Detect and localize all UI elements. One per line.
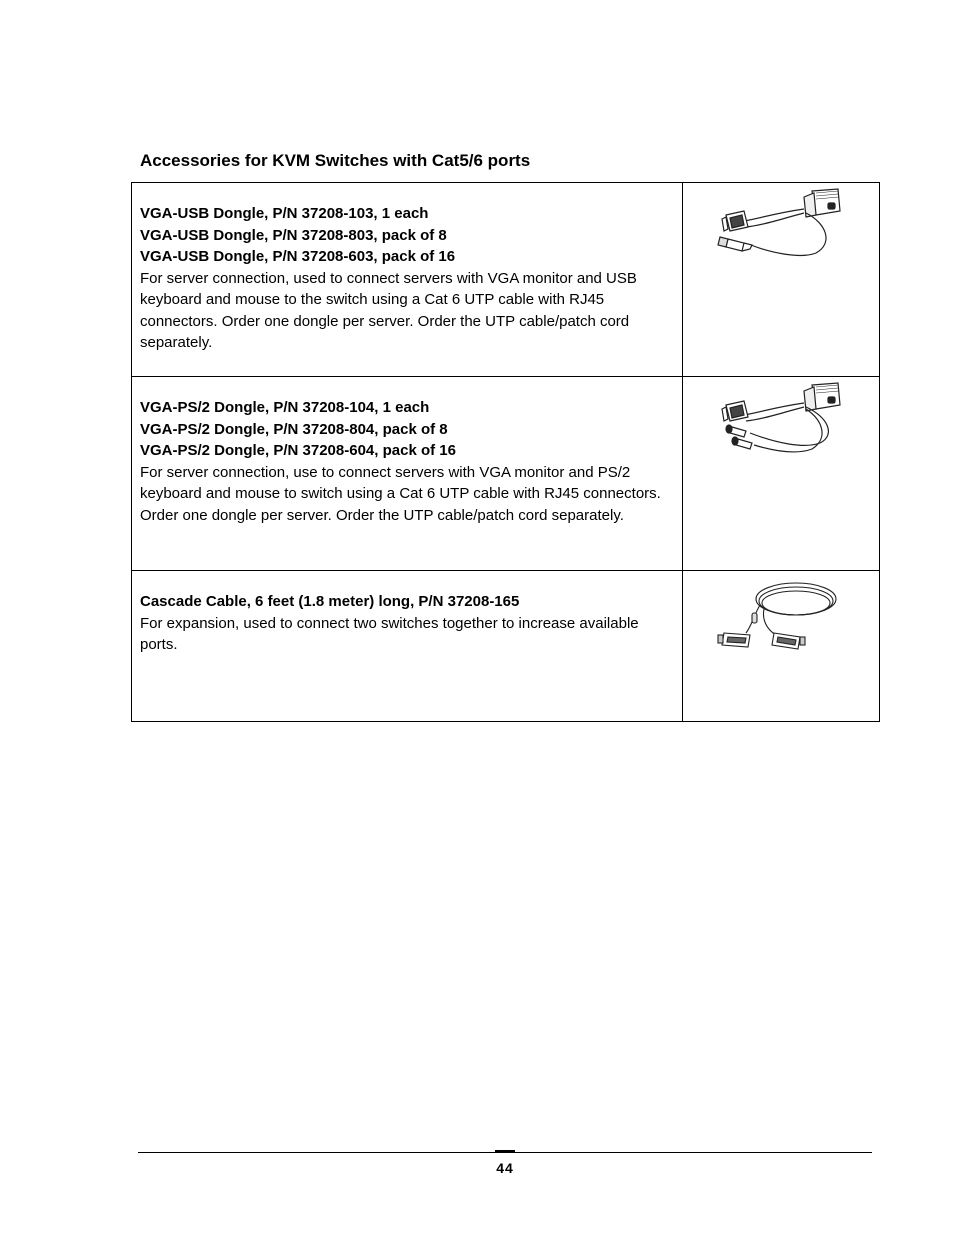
- footer-rule: [138, 1152, 872, 1153]
- table-row: [132, 571, 880, 722]
- image-cell: [683, 377, 880, 571]
- table-row: [132, 183, 880, 377]
- description-cell: [132, 571, 683, 722]
- section-title: Accessories for KVM Switches with Cat5/6 ports: [140, 151, 531, 170]
- accessories-table: [131, 182, 880, 722]
- item-description: For expansion, used to connect two switches together to increase available ports.: [140, 614, 639, 653]
- item-title: VGA-PS/2 Dongle, P/N 37208-804, pack of 8: [140, 420, 448, 438]
- image-cell: [683, 183, 880, 377]
- vga-ps2-dongle-image: [716, 377, 846, 457]
- item-title: VGA-PS/2 Dongle, P/N 37208-104, 1 each: [140, 399, 430, 416]
- description-cell: [132, 183, 683, 377]
- item-title: VGA-PS/2 Dongle, P/N 37208-604, pack of 16: [140, 442, 456, 459]
- item-description: For server connection, use to connect servers with VGA monitor and PS/2 keyboard and mouse to switch using a Cat 6 UTP cable with RJ45 connectors. Order one dongle per server. Order the UTP cable/patch cord separately.: [140, 463, 661, 524]
- item-title: VGA-USB Dongle, P/N 37208-803, pack of 8: [140, 226, 447, 244]
- item-description: For server connection, used to connect servers with VGA monitor and USB keyboard and mouse to the switch using a Cat 6 UTP cable with RJ45 connectors. Order one dongle per server. Order the UTP cable/patch cord separately.: [140, 269, 637, 351]
- image-cell: [683, 571, 880, 722]
- page-number: 44: [496, 1160, 514, 1176]
- page-number-tick: [495, 1150, 515, 1152]
- item-title: Cascade Cable, 6 feet (1.8 meter) long, P/N 37208-165: [140, 593, 520, 610]
- table-row: [132, 377, 880, 571]
- item-title: VGA-USB Dongle, P/N 37208-103, 1 each: [140, 205, 429, 222]
- cascade-cable-image: [716, 571, 846, 661]
- description-cell: [132, 377, 683, 571]
- item-title: VGA-USB Dongle, P/N 37208-603, pack of 16: [140, 248, 456, 265]
- vga-usb-dongle-image: [716, 183, 846, 263]
